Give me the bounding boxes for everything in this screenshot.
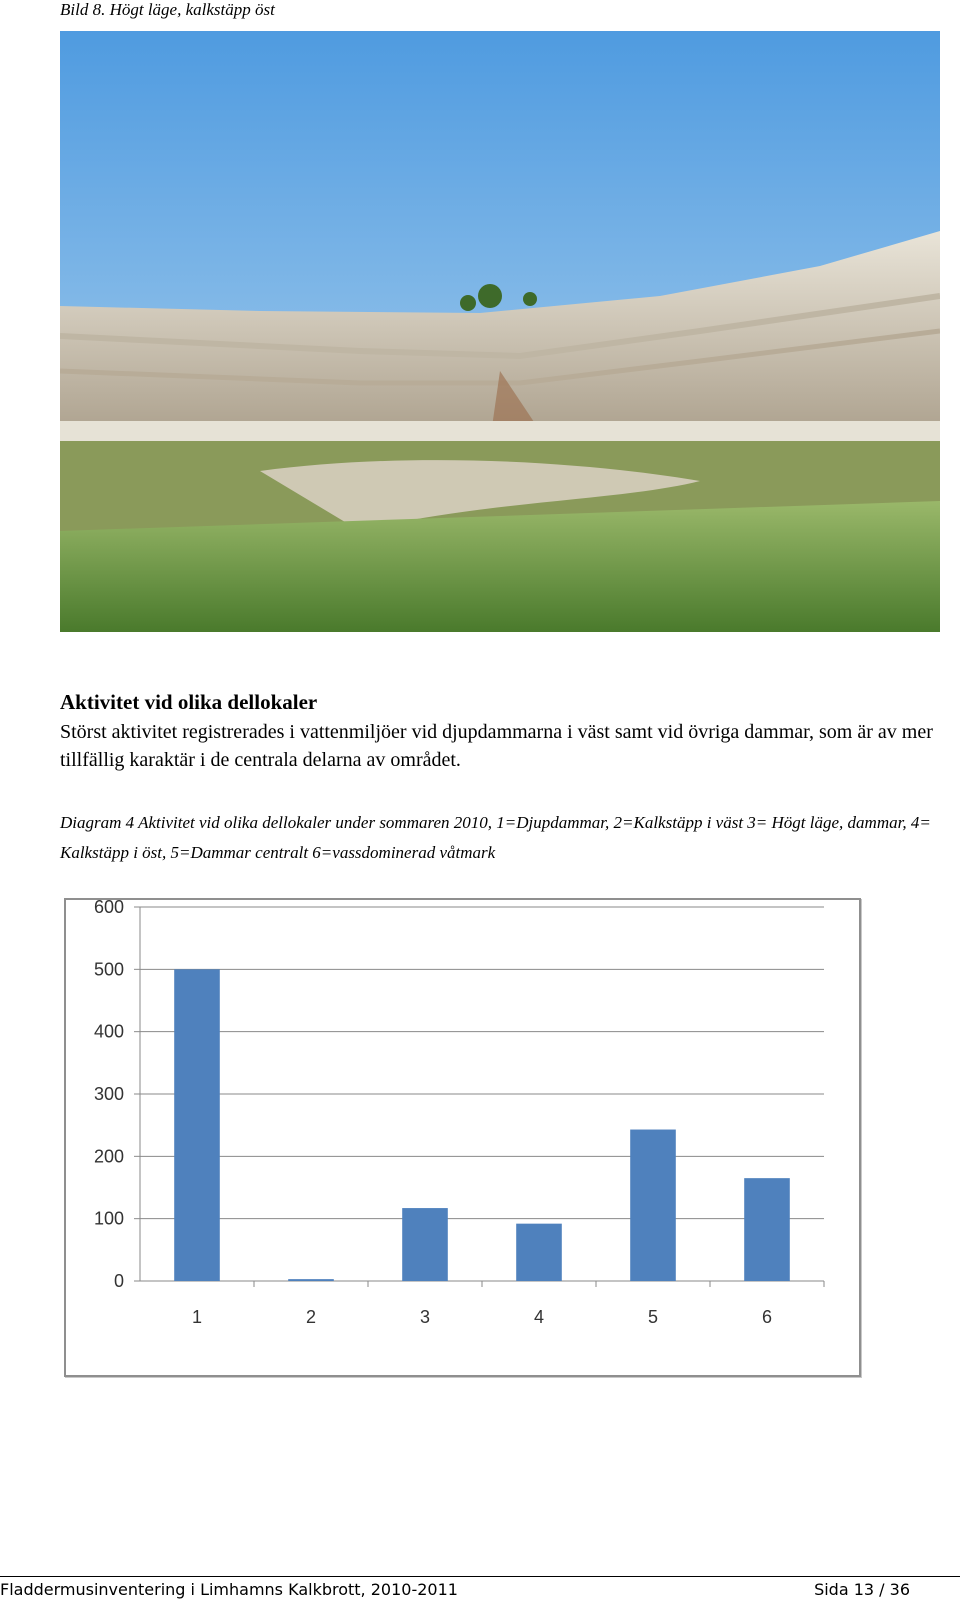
- y-tick-label: 0: [113, 1271, 124, 1291]
- bar-6: [744, 1178, 790, 1281]
- x-tick-label: 6: [761, 1307, 773, 1327]
- x-tick-label: 1: [191, 1307, 203, 1327]
- quarry-photo: [60, 31, 940, 632]
- x-tick-label: 2: [305, 1307, 317, 1327]
- y-tick-label: 300: [93, 1084, 124, 1104]
- bar-2: [288, 1279, 334, 1281]
- image-caption: Bild 8. Högt läge, kalkstäpp öst: [60, 0, 275, 19]
- bar-chart: [64, 898, 861, 1377]
- y-tick-label: 200: [93, 1146, 124, 1167]
- footer-divider: [0, 1576, 960, 1577]
- page-number: Sida 13 / 36: [814, 1580, 910, 1599]
- bar-1: [174, 969, 220, 1281]
- x-tick-label: 4: [533, 1307, 545, 1327]
- y-tick-label: 600: [93, 900, 124, 917]
- bar-5: [630, 1130, 676, 1281]
- footer-title: Fladdermusinventering i Limhamns Kalkbrott, 2010-2011: [0, 1580, 458, 1599]
- bar-4: [516, 1224, 562, 1281]
- y-tick-label: 500: [93, 959, 124, 980]
- body-paragraph: Störst aktivitet registrerades i vattenmiljöer vid djupdammarna i väst samt vid övriga dammar, som är av mer tillfällig karaktär i de centrala delarna av området.: [60, 721, 933, 771]
- y-tick-label: 100: [93, 1208, 124, 1229]
- chart-canvas: [66, 900, 859, 1375]
- section-heading: Aktivitet vid olika dellokaler: [60, 690, 318, 714]
- bar-3: [402, 1208, 448, 1281]
- x-tick-label: 3: [419, 1307, 431, 1327]
- diagram-caption: Diagram 4 Aktivitet vid olika dellokaler under sommaren 2010, 1=Djupdammar, 2=Kalkstäpp i väst 3= Högt läge, dammar, 4= Kalkstäpp i öst, 5=Dammar centralt 6=vassdominerad våtmark: [60, 813, 931, 862]
- x-tick-label: 5: [647, 1307, 659, 1327]
- y-tick-label: 400: [93, 1021, 124, 1042]
